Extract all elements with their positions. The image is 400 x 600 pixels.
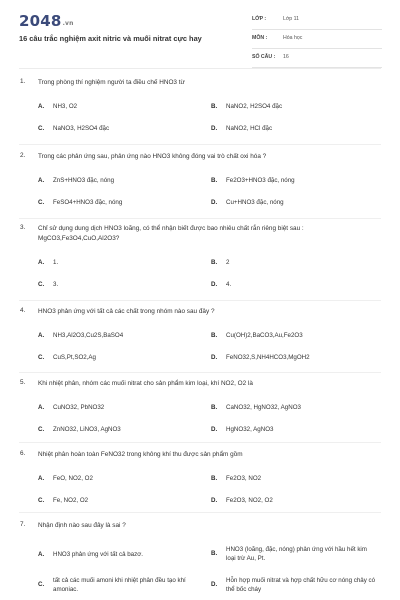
option-text: FeO, NO2, O2: [53, 475, 93, 482]
option-key: C.: [38, 281, 45, 288]
option-key: B.: [211, 259, 218, 266]
question-number: 5.: [20, 379, 26, 386]
header-divider: [19, 68, 381, 69]
meta-label: SỐ CÂU :: [252, 54, 276, 60]
option-text: CuS,Pt,SO2,Ag: [53, 354, 96, 361]
option-text: 2: [226, 259, 230, 266]
question-text: Nhận định nào sau đây là sai ?: [38, 522, 126, 529]
option-key: D.: [211, 354, 218, 361]
option-key: B.: [211, 475, 218, 482]
question-number: 6.: [20, 450, 26, 457]
option-key: C.: [38, 354, 45, 361]
option-text: CaNO32, HgNO32, AgNO3: [226, 404, 301, 411]
option-key: D.: [211, 426, 218, 433]
question-number: 3.: [20, 224, 26, 231]
question-number: 1.: [20, 78, 26, 85]
option-key: B.: [211, 550, 218, 557]
meta-row-subject: [252, 33, 382, 49]
option-key: D.: [211, 199, 218, 206]
option-key: C.: [38, 581, 45, 588]
option-text: Fe, NO2, O2: [53, 497, 89, 504]
option-text: NH3,Al2O3,Cu2S,BaSO4: [53, 332, 124, 339]
option-text: FeNO32,S,NH4HCO3,MgOH2: [226, 354, 310, 361]
option-key: B.: [211, 177, 218, 184]
meta-value: Lớp 11: [283, 16, 299, 22]
logo-text: 2048: [19, 12, 62, 30]
question-number: 2.: [20, 152, 26, 159]
option-key: D.: [211, 497, 218, 504]
option-text: NaNO2, HCl đặc: [226, 125, 273, 132]
page-header: [0, 0, 400, 66]
option-text: NH3, O2: [53, 103, 78, 110]
question-text: Nhiệt phân hoàn toàn FeNO32 trong không khí thu được sản phẩm gồm: [38, 451, 243, 458]
option-text: NaNO2, H2SO4 đặc: [226, 103, 283, 110]
option-key: C.: [38, 426, 45, 433]
question-number: 4.: [20, 307, 26, 314]
option-key: D.: [211, 125, 218, 132]
option-text: Fe2O3, NO2: [226, 475, 262, 482]
question-divider: [19, 218, 381, 219]
option-text: Fe2O3+HNO3 đặc, nóng: [226, 177, 295, 184]
option-text: HNO3 phản ứng với tất cả bazơ.: [53, 551, 143, 558]
option-text: ZnS+HNO3 đặc, nóng: [53, 177, 115, 184]
option-text: NaNO3, H2SO4 đặc: [53, 125, 110, 132]
option-key: C.: [38, 199, 45, 206]
option-key: C.: [38, 125, 45, 132]
page-title: 16 câu trắc nghiệm axit nitric và muối nitrat cực hay: [19, 34, 202, 43]
option-key: A.: [38, 551, 45, 558]
option-key: A.: [38, 475, 45, 482]
option-text: 3.: [53, 281, 59, 288]
option-key: C.: [38, 497, 45, 504]
option-key: D.: [211, 281, 218, 288]
question-text: Chỉ sử dụng dung dịch HNO3 loãng, có thể nhận biết được bao nhiêu chất rắn riêng biệt sau : MgCO3,Fe3O4,CuO,Al2O3?: [38, 225, 304, 242]
option-key: B.: [211, 404, 218, 411]
question-number: 7.: [20, 521, 26, 528]
meta-value: Hóa học: [283, 35, 303, 41]
question-text: Trong các phản ứng sau, phản ứng nào HNO3 không đóng vai trò chất oxi hóa ?: [38, 153, 267, 160]
meta-label: LỚP :: [252, 16, 267, 22]
option-text: 4.: [226, 281, 232, 288]
question-divider: [19, 372, 381, 373]
option-key: A.: [38, 103, 45, 110]
option-text: 1.: [53, 259, 59, 266]
option-text: HNO3 (loãng, đặc, nóng) phản ứng với hầu hết kim loại trừ Au, Pt.: [226, 546, 367, 562]
option-text: tất cả các muối amoni khi nhiệt phân đều tạo khí amoniac.: [53, 577, 186, 593]
option-text: FeSO4+HNO3 đặc, nóng: [53, 199, 123, 206]
question-divider: [19, 300, 381, 301]
meta-row-class: [252, 14, 382, 30]
question-text: Trong phòng thí nghiệm người ta điều chế HNO3 từ: [38, 79, 185, 86]
option-text: HgNO32, AgNO3: [226, 426, 274, 433]
option-key: D.: [211, 581, 218, 588]
option-key: A.: [38, 259, 45, 266]
option-key: A.: [38, 404, 45, 411]
meta-value: 16: [283, 54, 289, 60]
meta-row-count: [252, 52, 382, 68]
question-divider: [19, 144, 381, 145]
question-divider: [19, 442, 381, 443]
option-text: Fe2O3, NO2, O2: [226, 497, 273, 504]
option-text: ZnNO32, LiNO3, AgNO3: [53, 426, 121, 433]
option-text: CuNO32, PbNO32: [53, 404, 105, 411]
option-key: B.: [211, 332, 218, 339]
question-text: HNO3 phản ứng với tất cả các chất trong nhóm nào sau đây ?: [38, 308, 215, 315]
meta-label: MÔN :: [252, 35, 268, 41]
option-text: Hỗn hợp muối nitrat và hợp chất hữu cơ nóng chảy có thể bốc cháy: [226, 577, 376, 593]
question-divider: [19, 512, 381, 513]
quiz-meta: [252, 14, 382, 71]
option-text: Cu+HNO3 đặc, nóng: [226, 199, 284, 206]
option-key: A.: [38, 177, 45, 184]
option-key: B.: [211, 103, 218, 110]
logo-suffix: .vn: [62, 20, 74, 27]
question-text: Khi nhiệt phân, nhóm các muối nitrat cho sản phẩm kim loại, khí NO2, O2 là: [38, 380, 253, 387]
site-logo[interactable]: [19, 12, 74, 30]
option-text: Cu(OH)2,BaCO3,Au,Fe2O3: [226, 332, 303, 339]
option-key: A.: [38, 332, 45, 339]
